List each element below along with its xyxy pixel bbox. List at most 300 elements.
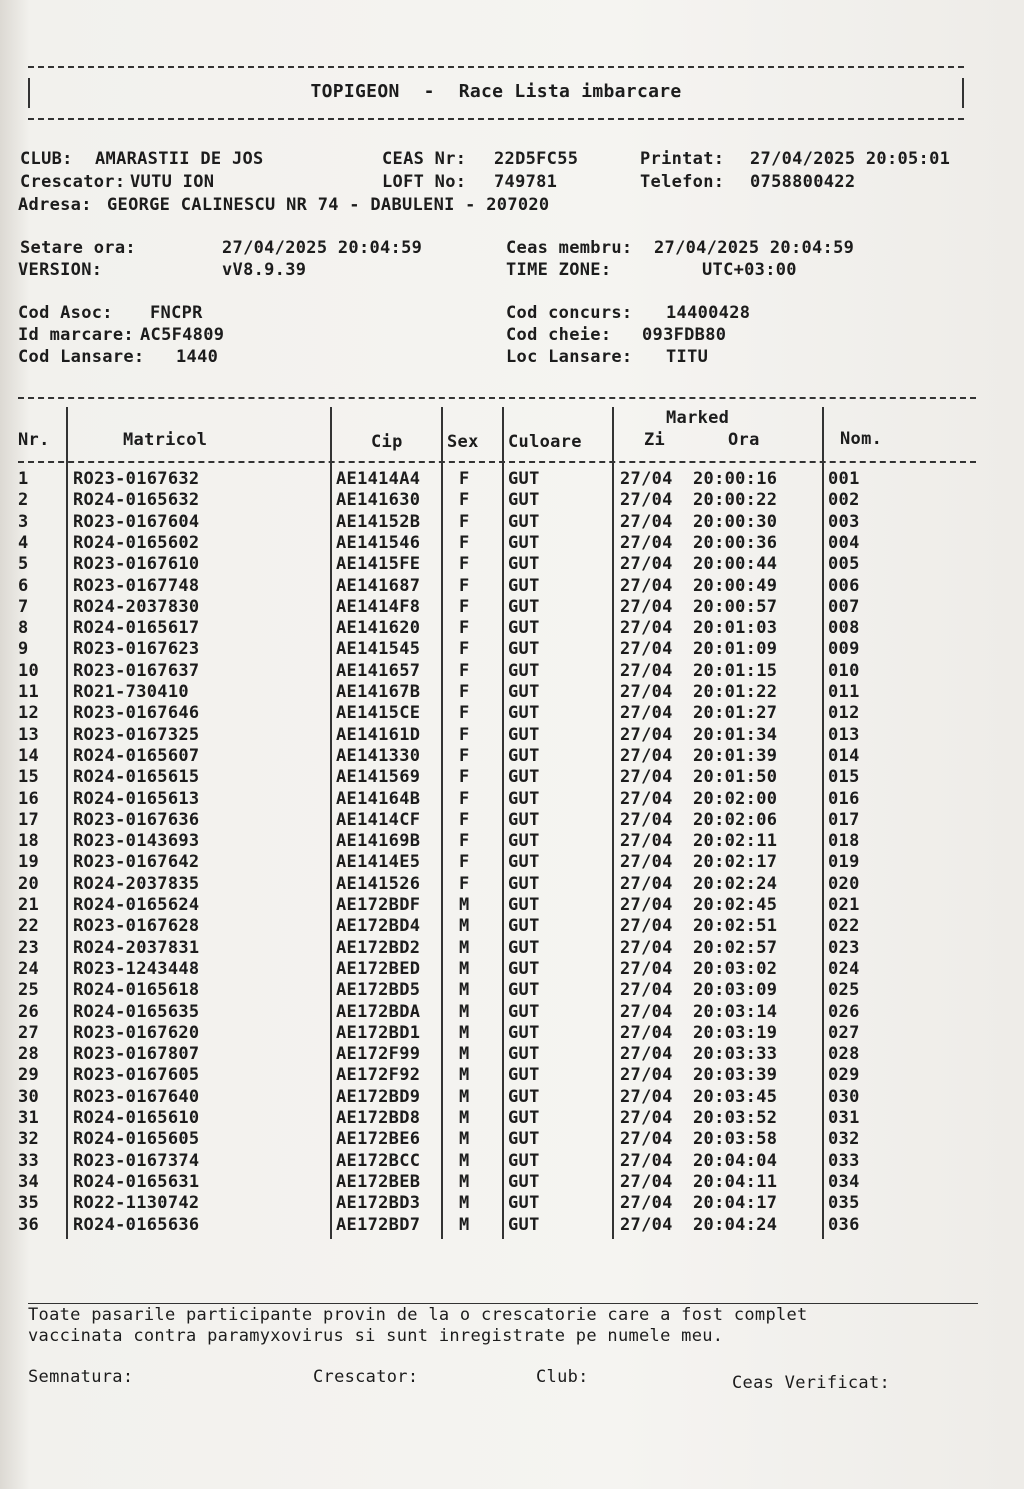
row-ora: 20:03:02 xyxy=(693,958,778,979)
row-nom: 028 xyxy=(828,1044,860,1065)
row-nom: 022 xyxy=(828,916,860,937)
row-sex: M xyxy=(459,916,470,937)
row-ora: 20:04:24 xyxy=(693,1214,778,1235)
row-sex: M xyxy=(459,958,470,979)
row-ora: 20:01:39 xyxy=(693,745,778,766)
table-row xyxy=(18,703,976,724)
cod-asoc-label: Cod Asoc: xyxy=(18,303,113,323)
row-nr: 20 xyxy=(18,873,40,894)
id-marcare-value: AC5F4809 xyxy=(140,325,225,345)
row-cip: AE172BCC xyxy=(336,1150,421,1171)
club-label: CLUB: xyxy=(20,149,73,169)
row-ora: 20:00:36 xyxy=(693,532,778,553)
row-culoare: GUT xyxy=(508,809,540,830)
row-cip: AE172BD8 xyxy=(336,1108,421,1128)
row-culoare: GUT xyxy=(508,618,540,639)
row-culoare: GUT xyxy=(508,682,540,702)
row-matricol: RO23-0167610 xyxy=(73,554,200,575)
row-ora: 20:01:50 xyxy=(693,767,778,788)
row-sex: F xyxy=(459,745,470,766)
table-row xyxy=(18,554,976,575)
row-sex: F xyxy=(459,596,470,617)
setare-value: 27/04/2025 20:04:59 xyxy=(222,238,423,258)
row-nom: 031 xyxy=(828,1108,860,1128)
row-nr: 17 xyxy=(18,809,40,830)
row-sex: F xyxy=(459,831,470,852)
table-row xyxy=(18,1129,976,1150)
row-matricol: RO23-0167636 xyxy=(73,809,200,830)
table-row xyxy=(18,1023,976,1044)
setare-label: Setare ora: xyxy=(20,238,136,258)
row-matricol: RO23-0167628 xyxy=(73,916,200,937)
declaration-line-1: Toate pasarile participante provin de la o crescatorie care a fost complet xyxy=(28,1305,808,1325)
row-culoare: GUT xyxy=(508,724,540,745)
table-row xyxy=(18,725,976,746)
row-ora: 20:01:03 xyxy=(693,618,778,639)
row-ora: 20:00:57 xyxy=(693,596,778,617)
row-nr: 22 xyxy=(18,916,40,937)
row-nr: 15 xyxy=(18,767,40,788)
row-matricol: RO23-0167748 xyxy=(73,575,200,596)
row-cip: AE172F92 xyxy=(336,1065,421,1086)
row-nom: 025 xyxy=(828,980,860,1001)
row-nom: 021 xyxy=(828,895,860,915)
row-ora: 20:00:44 xyxy=(693,554,778,575)
row-cip: AE141545 xyxy=(336,639,421,660)
table-row xyxy=(18,980,976,1001)
row-nr: 16 xyxy=(18,788,40,809)
row-nr: 11 xyxy=(18,682,40,702)
row-nom: 035 xyxy=(828,1193,860,1214)
table-row xyxy=(18,938,976,959)
row-sex: F xyxy=(459,873,470,894)
row-cip: AE172BD7 xyxy=(336,1214,421,1235)
cod-asoc-value: FNCPR xyxy=(150,303,203,323)
row-nom: 012 xyxy=(828,703,860,724)
table-row xyxy=(18,789,976,810)
row-nom: 024 xyxy=(828,958,860,979)
loft-value: 749781 xyxy=(494,172,558,192)
row-sex: M xyxy=(459,937,470,958)
th-sex: Sex xyxy=(447,432,479,452)
row-zi: 27/04 xyxy=(620,1001,673,1022)
row-zi: 27/04 xyxy=(620,873,673,894)
row-cip: AE141569 xyxy=(336,767,421,788)
cod-concurs-label: Cod concurs: xyxy=(506,303,633,323)
row-nom: 005 xyxy=(828,554,860,575)
row-zi: 27/04 xyxy=(620,469,673,489)
row-cip: AE172BD4 xyxy=(336,916,421,937)
row-cip: AE172BD9 xyxy=(336,1086,421,1107)
row-sex: F xyxy=(459,618,470,639)
footer-rule xyxy=(28,1303,978,1304)
row-culoare: GUT xyxy=(508,660,540,681)
row-culoare: GUT xyxy=(508,1086,540,1107)
row-nr: 36 xyxy=(18,1214,40,1235)
row-sex: F xyxy=(459,575,470,596)
row-cip: AE1414E5 xyxy=(336,852,421,873)
row-sex: F xyxy=(459,639,470,660)
th-ora: Ora xyxy=(728,430,760,450)
row-culoare: GUT xyxy=(508,596,540,617)
table-row xyxy=(18,490,976,511)
row-cip: AE172BD2 xyxy=(336,937,421,958)
ceas-membru-value: 27/04/2025 20:04:59 xyxy=(654,238,855,258)
row-zi: 27/04 xyxy=(620,490,673,511)
id-marcare-label: Id marcare: xyxy=(18,325,134,345)
row-matricol: RO24-0165635 xyxy=(73,1001,200,1022)
row-cip: AE172BDF xyxy=(336,895,421,915)
row-culoare: GUT xyxy=(508,745,540,766)
row-cip: AE1414CF xyxy=(336,809,421,830)
row-sex: M xyxy=(459,1129,470,1150)
row-zi: 27/04 xyxy=(620,1171,673,1192)
th-matricol: Matricol xyxy=(123,430,208,450)
row-sex: F xyxy=(459,852,470,873)
timezone-value: UTC+03:00 xyxy=(702,260,797,280)
row-nom: 027 xyxy=(828,1022,860,1043)
row-culoare: GUT xyxy=(508,895,540,915)
row-sex: M xyxy=(459,1193,470,1214)
row-zi: 27/04 xyxy=(620,639,673,660)
row-cip: AE172BE6 xyxy=(336,1129,421,1150)
row-nr: 23 xyxy=(18,937,40,958)
row-culoare: GUT xyxy=(508,1044,540,1065)
row-sex: F xyxy=(459,532,470,553)
row-nr: 24 xyxy=(18,958,40,979)
row-culoare: GUT xyxy=(508,788,540,809)
printat-label: Printat: xyxy=(640,149,725,169)
row-cip: AE1414A4 xyxy=(336,469,421,489)
row-sex: F xyxy=(459,469,470,489)
th-cip: Cip xyxy=(371,432,403,452)
table-row xyxy=(18,1065,976,1086)
row-ora: 20:03:09 xyxy=(693,980,778,1001)
row-cip: AE172BD3 xyxy=(336,1193,421,1214)
row-ora: 20:00:30 xyxy=(693,511,778,532)
row-nom: 030 xyxy=(828,1086,860,1107)
row-culoare: GUT xyxy=(508,916,540,937)
title-app: TOPIGEON xyxy=(310,81,400,102)
row-sex: F xyxy=(459,703,470,724)
row-ora: 20:04:17 xyxy=(693,1193,778,1214)
row-nom: 032 xyxy=(828,1129,860,1150)
row-culoare: GUT xyxy=(508,1193,540,1214)
table-row xyxy=(18,682,976,703)
row-cip: AE172BED xyxy=(336,958,421,979)
row-culoare: GUT xyxy=(508,852,540,873)
row-ora: 20:02:45 xyxy=(693,895,778,915)
row-zi: 27/04 xyxy=(620,532,673,553)
row-cip: AE14167B xyxy=(336,682,421,702)
row-sex: F xyxy=(459,767,470,788)
row-nr: 1 xyxy=(18,469,29,489)
row-zi: 27/04 xyxy=(620,554,673,575)
row-cip: AE172BD5 xyxy=(336,980,421,1001)
row-nr: 7 xyxy=(18,596,29,617)
row-ora: 20:04:04 xyxy=(693,1150,778,1171)
row-nr: 9 xyxy=(18,639,29,660)
row-nom: 008 xyxy=(828,618,860,639)
row-matricol: RO21-730410 xyxy=(73,682,189,702)
row-cip: AE1415CE xyxy=(336,703,421,724)
row-matricol: RO24-0165636 xyxy=(73,1214,200,1235)
row-nr: 21 xyxy=(18,895,40,915)
row-ora: 20:01:22 xyxy=(693,682,778,702)
row-matricol: RO24-0165617 xyxy=(73,618,200,639)
row-culoare: GUT xyxy=(508,767,540,788)
row-nr: 12 xyxy=(18,703,40,724)
row-ora: 20:03:45 xyxy=(693,1086,778,1107)
row-matricol: RO24-0165610 xyxy=(73,1108,200,1128)
row-sex: M xyxy=(459,1044,470,1065)
row-matricol: RO23-0167325 xyxy=(73,724,200,745)
loft-label: LOFT No: xyxy=(382,172,467,192)
row-culoare: GUT xyxy=(508,469,540,489)
row-nom: 007 xyxy=(828,596,860,617)
table-row xyxy=(18,895,976,916)
row-zi: 27/04 xyxy=(620,703,673,724)
row-zi: 27/04 xyxy=(620,724,673,745)
row-nr: 5 xyxy=(18,554,29,575)
row-nr: 8 xyxy=(18,618,29,639)
title-separator: - xyxy=(423,81,435,102)
row-cip: AE141657 xyxy=(336,660,421,681)
row-culoare: GUT xyxy=(508,1171,540,1192)
row-matricol: RO24-0165602 xyxy=(73,532,200,553)
row-nom: 036 xyxy=(828,1214,860,1235)
table-row xyxy=(18,1108,976,1129)
row-matricol: RO23-1243448 xyxy=(73,958,200,979)
row-nr: 32 xyxy=(18,1129,40,1150)
row-culoare: GUT xyxy=(508,1065,540,1086)
row-culoare: GUT xyxy=(508,937,540,958)
table-row xyxy=(18,831,976,852)
row-ora: 20:02:51 xyxy=(693,916,778,937)
row-sex: M xyxy=(459,980,470,1001)
row-matricol: RO23-0167632 xyxy=(73,469,200,489)
row-nr: 28 xyxy=(18,1044,40,1065)
row-nr: 10 xyxy=(18,660,40,681)
row-matricol: RO24-0165613 xyxy=(73,788,200,809)
table-row xyxy=(18,959,976,980)
row-nr: 13 xyxy=(18,724,40,745)
loc-lansare-value: TITU xyxy=(666,347,709,367)
row-zi: 27/04 xyxy=(620,745,673,766)
cod-lansare-value: 1440 xyxy=(176,347,219,367)
row-ora: 20:00:49 xyxy=(693,575,778,596)
row-matricol: RO23-0167604 xyxy=(73,511,200,532)
row-cip: AE141546 xyxy=(336,532,421,553)
row-zi: 27/04 xyxy=(620,1022,673,1043)
row-zi: 27/04 xyxy=(620,788,673,809)
row-zi: 27/04 xyxy=(620,895,673,915)
row-matricol: RO24-2037831 xyxy=(73,937,200,958)
row-zi: 27/04 xyxy=(620,1129,673,1150)
row-nom: 033 xyxy=(828,1150,860,1171)
row-ora: 20:03:33 xyxy=(693,1044,778,1065)
table-row xyxy=(18,916,976,937)
row-zi: 27/04 xyxy=(620,809,673,830)
title-report: Race Lista imbarcare xyxy=(458,81,682,102)
row-nr: 25 xyxy=(18,980,40,1001)
table-row xyxy=(18,767,976,788)
cod-concurs-value: 14400428 xyxy=(666,303,751,323)
table-row xyxy=(18,533,976,554)
row-cip: AE172BD1 xyxy=(336,1022,421,1043)
row-cip: AE141330 xyxy=(336,745,421,766)
adresa-label: Adresa: xyxy=(18,195,92,215)
crescator-label: Crescator: xyxy=(20,172,126,192)
row-sex: F xyxy=(459,724,470,745)
semnatura-label: Semnatura: xyxy=(28,1367,134,1387)
table-row xyxy=(18,1215,976,1236)
telefon-label: Telefon: xyxy=(640,172,725,192)
ceas-value: 22D5FC55 xyxy=(494,149,579,169)
declaration-line-2: vaccinata contra paramyxovirus si sunt inregistrate pe numele meu. xyxy=(28,1326,724,1346)
row-zi: 27/04 xyxy=(620,1086,673,1107)
cod-cheie-label: Cod cheie: xyxy=(506,325,612,345)
row-zi: 27/04 xyxy=(620,831,673,852)
row-cip: AE14161D xyxy=(336,724,421,745)
row-nom: 026 xyxy=(828,1001,860,1022)
row-zi: 27/04 xyxy=(620,1108,673,1128)
row-ora: 20:00:22 xyxy=(693,490,778,511)
row-nom: 006 xyxy=(828,575,860,596)
th-marked: Marked xyxy=(666,408,730,428)
row-ora: 20:03:14 xyxy=(693,1001,778,1022)
row-matricol: RO23-0167642 xyxy=(73,852,200,873)
row-cip: AE172BEB xyxy=(336,1171,421,1192)
row-sex: F xyxy=(459,788,470,809)
th-zi: Zi xyxy=(644,430,666,450)
row-matricol: RO22-1130742 xyxy=(73,1193,200,1214)
row-matricol: RO24-0165605 xyxy=(73,1129,200,1150)
row-culoare: GUT xyxy=(508,980,540,1001)
table-row xyxy=(18,746,976,767)
row-nom: 023 xyxy=(828,937,860,958)
row-nr: 34 xyxy=(18,1171,40,1192)
row-ora: 20:03:58 xyxy=(693,1129,778,1150)
row-sex: F xyxy=(459,554,470,575)
row-zi: 27/04 xyxy=(620,682,673,702)
table-row xyxy=(18,874,976,895)
row-culoare: GUT xyxy=(508,554,540,575)
table-header-rule xyxy=(18,461,976,463)
cod-lansare-label: Cod Lansare: xyxy=(18,347,145,367)
row-nom: 010 xyxy=(828,660,860,681)
row-zi: 27/04 xyxy=(620,596,673,617)
row-matricol: RO23-0167620 xyxy=(73,1022,200,1043)
row-ora: 20:02:24 xyxy=(693,873,778,894)
row-matricol: RO24-2037830 xyxy=(73,596,200,617)
telefon-value: 0758800422 xyxy=(750,172,856,192)
table-row xyxy=(18,1002,976,1023)
row-ora: 20:03:52 xyxy=(693,1108,778,1128)
version-label: VERSION: xyxy=(18,260,103,280)
ceas-verificat-label: Ceas Verificat: xyxy=(732,1373,891,1393)
th-nom: Nom. xyxy=(840,429,883,449)
row-culoare: GUT xyxy=(508,1129,540,1150)
row-culoare: GUT xyxy=(508,532,540,553)
document-title xyxy=(28,81,964,102)
row-matricol: RO24-0165632 xyxy=(73,490,200,511)
row-ora: 20:01:15 xyxy=(693,660,778,681)
printat-value: 27/04/2025 20:05:01 xyxy=(750,149,951,169)
ceas-label: CEAS Nr: xyxy=(382,149,467,169)
row-culoare: GUT xyxy=(508,511,540,532)
row-cip: AE141687 xyxy=(336,575,421,596)
row-nom: 013 xyxy=(828,724,860,745)
row-nom: 009 xyxy=(828,639,860,660)
table-row xyxy=(18,1087,976,1108)
table-row xyxy=(18,597,976,618)
version-value: vV8.9.39 xyxy=(222,260,307,280)
row-zi: 27/04 xyxy=(620,618,673,639)
row-nr: 19 xyxy=(18,852,40,873)
row-nom: 011 xyxy=(828,682,860,702)
row-matricol: RO24-2037835 xyxy=(73,873,200,894)
row-matricol: RO23-0167605 xyxy=(73,1065,200,1086)
crescator-signature-label: Crescator: xyxy=(313,1367,419,1387)
row-nr: 4 xyxy=(18,532,29,553)
row-nom: 001 xyxy=(828,469,860,489)
table-row xyxy=(18,852,976,873)
row-culoare: GUT xyxy=(508,1001,540,1022)
row-nr: 3 xyxy=(18,511,29,532)
table-row xyxy=(18,1151,976,1172)
table-row xyxy=(18,810,976,831)
row-cip: AE141526 xyxy=(336,873,421,894)
row-zi: 27/04 xyxy=(620,767,673,788)
club-signature-label: Club: xyxy=(536,1367,589,1387)
table-row xyxy=(18,469,976,490)
row-nr: 18 xyxy=(18,831,40,852)
table-top-rule xyxy=(18,397,976,399)
row-nom: 002 xyxy=(828,490,860,511)
row-zi: 27/04 xyxy=(620,511,673,532)
row-matricol: RO23-0143693 xyxy=(73,831,200,852)
row-nr: 14 xyxy=(18,745,40,766)
row-nr: 33 xyxy=(18,1150,40,1171)
row-sex: M xyxy=(459,1065,470,1086)
row-matricol: RO23-0167807 xyxy=(73,1044,200,1065)
row-cip: AE1415FE xyxy=(336,554,421,575)
row-nr: 29 xyxy=(18,1065,40,1086)
row-cip: AE1414F8 xyxy=(336,596,421,617)
row-ora: 20:02:00 xyxy=(693,788,778,809)
row-nr: 30 xyxy=(18,1086,40,1107)
row-nom: 018 xyxy=(828,831,860,852)
row-nr: 31 xyxy=(18,1108,40,1128)
row-ora: 20:00:16 xyxy=(693,469,778,489)
row-ora: 20:02:06 xyxy=(693,809,778,830)
row-nom: 016 xyxy=(828,788,860,809)
row-ora: 20:02:57 xyxy=(693,937,778,958)
row-zi: 27/04 xyxy=(620,575,673,596)
row-culoare: GUT xyxy=(508,1214,540,1235)
table-row xyxy=(18,618,976,639)
row-ora: 20:03:39 xyxy=(693,1065,778,1086)
row-nr: 6 xyxy=(18,575,29,596)
row-matricol: RO24-0165631 xyxy=(73,1171,200,1192)
row-nom: 029 xyxy=(828,1065,860,1086)
row-matricol: RO24-0165618 xyxy=(73,980,200,1001)
row-ora: 20:01:34 xyxy=(693,724,778,745)
row-sex: M xyxy=(459,1086,470,1107)
row-nom: 017 xyxy=(828,809,860,830)
club-value: AMARASTII DE JOS xyxy=(95,149,264,169)
